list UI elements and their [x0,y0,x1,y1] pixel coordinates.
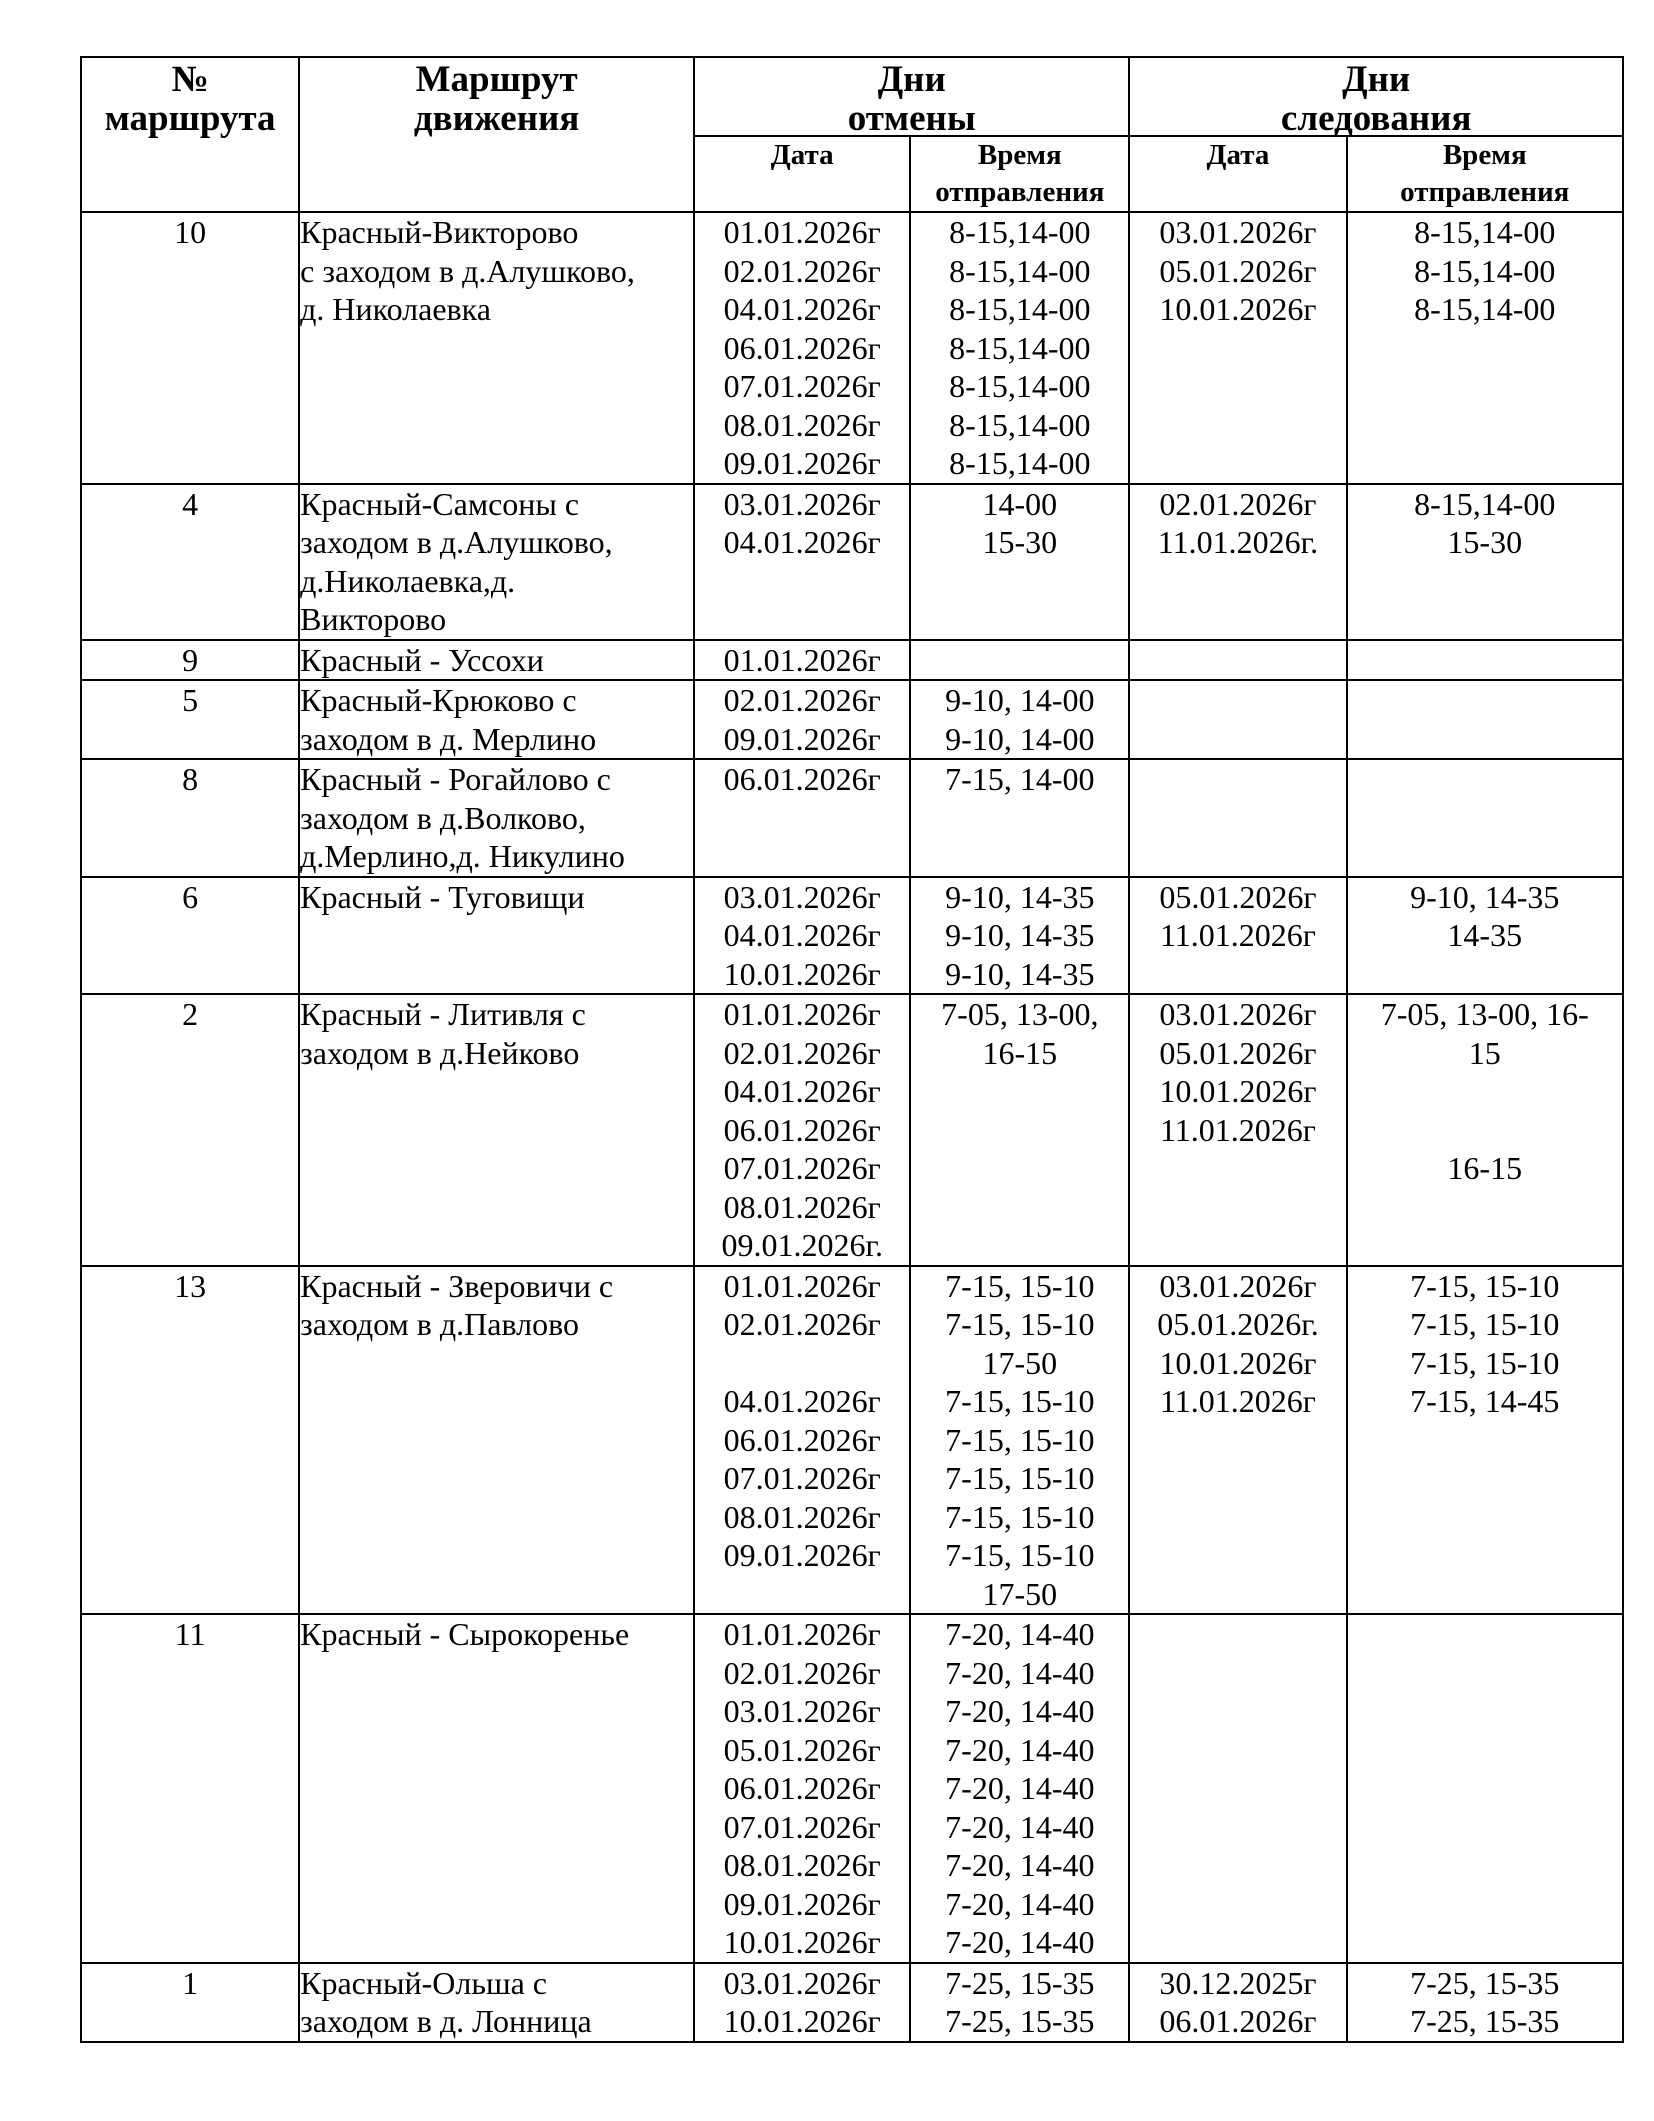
cell-line: 7-15, 15-10 [945,1306,1095,1342]
run-dates-cell [1129,484,1346,640]
cell-line: Красный-Крюково с [300,682,577,718]
cell-line: 01.01.2026г [723,214,881,250]
cell-line [1348,1111,1623,1150]
cell-line: 7-20, 14-40 [945,1924,1095,1960]
cell-line: 7-20, 14-40 [945,1808,1095,1845]
cell-line: 01.01.2026г [723,1267,881,1304]
cell-line: 7-15, 15-10 [945,1383,1095,1419]
cell-line: 02.01.2026г [723,682,881,718]
cell-line: заходом в д.Нейково [300,1034,580,1071]
run-dates-cell [1129,680,1346,759]
cell-line: 8 [182,761,199,797]
cell-line: 7-05, 13-00, [941,996,1099,1032]
cell-line: д. Николаевка [300,291,491,327]
cell-line: Красный - Туговищи [300,878,585,915]
route-name-cell [299,640,694,681]
subheader-run-date: Дата [1129,136,1346,212]
cell-line: 06.01.2026г [1159,2003,1317,2039]
cell-line: 30.12.2025г [1159,1964,1317,2001]
cell-line: 6 [182,878,199,915]
table-row [81,759,1623,877]
cell-line: 04.01.2026г [723,917,881,953]
run-times-cell [1347,1614,1624,1963]
run-times-cell [1347,1266,1624,1615]
cell-line: 7-15, 15-10 [945,1498,1095,1535]
cell-line: 7-20, 14-40 [945,1770,1095,1806]
cell-line: 06.01.2026г [723,1421,881,1458]
cell-line: Красный - Уссохи [300,641,544,678]
cell-line: 7-25, 15-35 [1410,2003,1560,2039]
cell-line: 10.01.2026г [1159,1344,1317,1381]
route-number-cell [81,1266,299,1615]
table-row [81,994,1623,1266]
cell-line: заходом в д. Лонница [300,2003,592,2039]
cancel-times-cell [910,759,1129,877]
cell-line: 7-05, 13-00, 16- [1380,996,1589,1032]
header-row [81,57,1623,136]
run-times-cell [1347,759,1624,877]
route-number-cell [81,994,299,1266]
cell-line: 05.01.2026г [723,1731,881,1768]
cell-line: 7-15, 15-10 [1410,1306,1560,1342]
route-name-cell [299,212,694,484]
cell-line: д.Николаевка,д. [300,562,516,599]
cell-line: 09.01.2026г [723,720,881,757]
route-number-cell [81,680,299,759]
schedule-body [81,212,1623,2042]
cell-line: 07.01.2026г [723,368,881,404]
cell-line: Викторово [300,601,447,637]
header-run-days: Дни следования [1129,57,1623,136]
run-times-cell [1347,640,1624,681]
run-times-cell [1347,877,1624,995]
cell-line: 11.01.2026г [1159,1383,1316,1419]
cancel-times-cell [910,1614,1129,1963]
table-row [81,1614,1623,1963]
cell-line: 09.01.2026г [723,1885,881,1922]
route-number-cell [81,640,299,681]
cancel-dates-cell [694,759,910,877]
cell-line: 02.01.2026г [1159,485,1317,522]
cell-line: 15-30 [1447,524,1523,560]
cell-line: 8-15,14-00 [949,329,1091,366]
cell-line: 8-15,14-00 [1414,291,1556,327]
cell-line: 7-20, 14-40 [945,1847,1095,1883]
cancel-times-cell [910,680,1129,759]
cell-line: 17-50 [982,1575,1058,1612]
route-name-cell [299,680,694,759]
cancel-dates-cell [694,877,910,995]
cell-line: Красный - Сырокоренье [300,1616,630,1652]
cancel-times-cell [910,640,1129,681]
cell-line: 06.01.2026г [723,329,881,366]
cell-line: 01.01.2026г [723,1616,881,1652]
cell-line: 03.01.2026г [723,485,881,522]
cell-line: 08.01.2026г [723,406,881,443]
cell-line: 7-15, 15-10 [945,1537,1095,1573]
table-row [81,1266,1623,1615]
route-number-cell [81,212,299,484]
run-times-cell [1347,212,1624,484]
cell-line: 11.01.2026г. [1157,524,1319,560]
route-name-cell [299,1614,694,1963]
route-name-cell [299,1266,694,1615]
cell-line: 13 [174,1267,207,1304]
cancel-times-cell [910,877,1129,995]
cell-line: 09.01.2026г. [721,1227,883,1263]
cell-line: 9-10, 14-00 [945,720,1095,757]
cell-line: 03.01.2026г [723,1964,881,2001]
cell-line: 09.01.2026г [723,445,881,481]
cancel-times-cell [910,1963,1129,2042]
cell-line: 8-15,14-00 [949,445,1091,481]
cell-line: заходом в д.Волково, [300,799,586,836]
cell-line: 2 [182,996,199,1032]
cancel-dates-cell [694,640,910,681]
cell-line: 09.01.2026г [723,1537,881,1573]
header-route: Маршрут движения [299,57,694,212]
cell-line: 08.01.2026г [723,1188,881,1225]
cell-line: 02.01.2026г [723,1306,881,1342]
cell-line: заходом в д.Алушково, [300,524,613,560]
cell-line: 7-25, 15-35 [945,2003,1095,2039]
cell-line [1348,1072,1623,1111]
table-row [81,640,1623,681]
run-times-cell [1347,680,1624,759]
cell-line: 5 [182,682,199,718]
subheader-run-time: Время отправления [1347,136,1624,212]
cell-line: 7-15, 15-10 [1410,1267,1560,1304]
cell-line: 05.01.2026г. [1157,1306,1319,1342]
cell-line: 03.01.2026г [1159,996,1317,1032]
run-dates-cell [1129,640,1346,681]
cell-line: 07.01.2026г [723,1150,881,1186]
cell-line: 04.01.2026г [723,1383,881,1419]
table-row [81,212,1623,484]
header-route-number: № маршрута [81,57,299,212]
cell-line: 7-20, 14-40 [945,1654,1095,1691]
cancel-dates-cell [694,1614,910,1963]
cell-line: 8-15,14-00 [949,368,1091,404]
cell-line: 04.01.2026г [723,524,881,560]
cell-line: 7-25, 15-35 [945,1964,1095,2001]
cell-line: Красный - Рогайлово с [300,761,611,797]
cell-line: 1 [182,1964,199,2001]
route-name-cell [299,484,694,640]
cell-line: 7-15, 15-10 [945,1421,1095,1458]
cell-line: 4 [182,485,199,522]
cell-line: заходом в д.Павлово [300,1306,579,1342]
cell-line: 04.01.2026г [723,291,881,327]
cell-line: 05.01.2026г [1159,1034,1317,1071]
route-name-cell [299,877,694,995]
subheader-cancel-date: Дата [694,136,910,212]
cell-line: 9-10, 14-00 [945,682,1095,718]
cell-line: 9-10, 14-35 [945,878,1095,915]
cell-line: 10.01.2026г [723,2003,881,2039]
cell-line: 03.01.2026г [723,1693,881,1729]
cell-line: 7-20, 14-40 [945,1616,1095,1652]
cancel-times-cell [910,994,1129,1266]
cell-line: 06.01.2026г [723,1770,881,1806]
cell-line: 16-15 [1447,1150,1523,1186]
cell-line: 7-15, 15-10 [945,1267,1095,1304]
run-dates-cell [1129,759,1346,877]
cell-line: 7-15, 15-10 [945,1460,1095,1496]
cell-line: 10 [174,214,207,250]
cell-line: 10.01.2026г [1159,291,1317,327]
cell-line: 02.01.2026г [723,252,881,289]
cell-line: 08.01.2026г [723,1847,881,1883]
run-dates-cell [1129,212,1346,484]
cell-line: 11.01.2026г [1159,1111,1316,1148]
route-number-cell [81,484,299,640]
cell-line: заходом в д. Мерлино [300,720,597,757]
cell-line: 01.01.2026г [723,996,881,1032]
route-name-cell [299,759,694,877]
cell-line: 7-20, 14-40 [945,1693,1095,1729]
cell-line: 07.01.2026г [723,1460,881,1496]
cell-line: с заходом в д.Алушково, [300,252,635,289]
cancel-dates-cell [694,212,910,484]
schedule-table [80,56,1624,2043]
table-row [81,1963,1623,2042]
cell-line: 7-20, 14-40 [945,1885,1095,1922]
cell-line: 03.01.2026г [1159,214,1317,250]
cell-line: 03.01.2026г [723,878,881,915]
route-number-cell [81,877,299,995]
cell-line: 9 [182,641,199,678]
cell-line: 9-10, 14-35 [945,917,1095,953]
cell-line: 8-15,14-00 [949,252,1091,289]
run-dates-cell [1129,1266,1346,1615]
cell-line: 7-15, 14-45 [1410,1383,1560,1419]
cell-line: Красный - Зверовичи с [300,1267,614,1304]
cell-line: 07.01.2026г [723,1808,881,1845]
cell-line: 7-20, 14-40 [945,1731,1095,1768]
cell-line: Красный - Литивля с [300,996,586,1032]
cell-line: 11.01.2026г [1159,917,1316,953]
route-number-cell [81,1614,299,1963]
cancel-dates-cell [694,1266,910,1615]
cell-line: 03.01.2026г [1159,1267,1317,1304]
cell-line: Красный-Ольша с [300,1964,547,2001]
table-row [81,877,1623,995]
cell-line: 8-15,14-00 [1414,214,1556,250]
cancel-dates-cell [694,680,910,759]
cell-line: д.Мерлино,д. Никулино [300,838,625,874]
cell-line: 08.01.2026г [723,1498,881,1535]
cell-line: 15-30 [982,524,1058,560]
cell-line: 05.01.2026г [1159,252,1317,289]
cell-line: 06.01.2026г [723,1111,881,1148]
cancel-times-cell [910,212,1129,484]
cell-line: 8-15,14-00 [949,214,1091,250]
table-row [81,680,1623,759]
route-name-cell [299,994,694,1266]
cancel-dates-cell [694,484,910,640]
cell-line: 10.01.2026г [1159,1073,1317,1109]
cell-line [695,1344,909,1383]
cancel-times-cell [910,484,1129,640]
cancel-dates-cell [694,994,910,1266]
subheader-cancel-time: Время отправления [910,136,1129,212]
cell-line: 16-15 [982,1034,1058,1071]
cell-line: 9-10, 14-35 [1410,878,1560,915]
cell-line: 10.01.2026г [723,955,881,992]
cell-line: 17-50 [982,1344,1058,1381]
run-dates-cell [1129,994,1346,1266]
cell-line: 14-00 [982,485,1058,522]
cell-line: 8-15,14-00 [1414,252,1556,289]
cancel-times-cell [910,1266,1129,1615]
cell-line: 8-15,14-00 [949,291,1091,327]
cell-line: 7-15, 14-00 [945,761,1095,797]
run-times-cell [1347,484,1624,640]
run-times-cell [1347,1963,1624,2042]
cell-line: 8-15,14-00 [949,406,1091,443]
cell-line: 02.01.2026г [723,1654,881,1691]
run-dates-cell [1129,1614,1346,1963]
cell-line: Красный-Викторово [300,214,579,250]
route-name-cell [299,1963,694,2042]
header-cancel-days: Дни отмены [694,57,1129,136]
cell-line: 02.01.2026г [723,1034,881,1071]
run-dates-cell [1129,877,1346,995]
route-number-cell [81,759,299,877]
cell-line: 10.01.2026г [723,1924,881,1960]
cell-line: 01.01.2026г [723,641,881,678]
route-number-cell [81,1963,299,2042]
cell-line: 14-35 [1447,917,1523,953]
cell-line: 04.01.2026г [723,1073,881,1109]
table-row [81,484,1623,640]
cell-line: 15 [1468,1034,1501,1071]
cell-line: 05.01.2026г [1159,878,1317,915]
cell-line: 9-10, 14-35 [945,955,1095,992]
cell-line: Красный-Самсоны с [300,485,580,522]
run-times-cell [1347,994,1624,1266]
cell-line: 11 [174,1616,206,1652]
run-dates-cell [1129,1963,1346,2042]
cell-line: 7-15, 15-10 [1410,1344,1560,1381]
cell-line: 06.01.2026г [723,761,881,797]
cell-line: 7-25, 15-35 [1410,1964,1560,2001]
cell-line: 8-15,14-00 [1414,485,1556,522]
cancel-dates-cell [694,1963,910,2042]
